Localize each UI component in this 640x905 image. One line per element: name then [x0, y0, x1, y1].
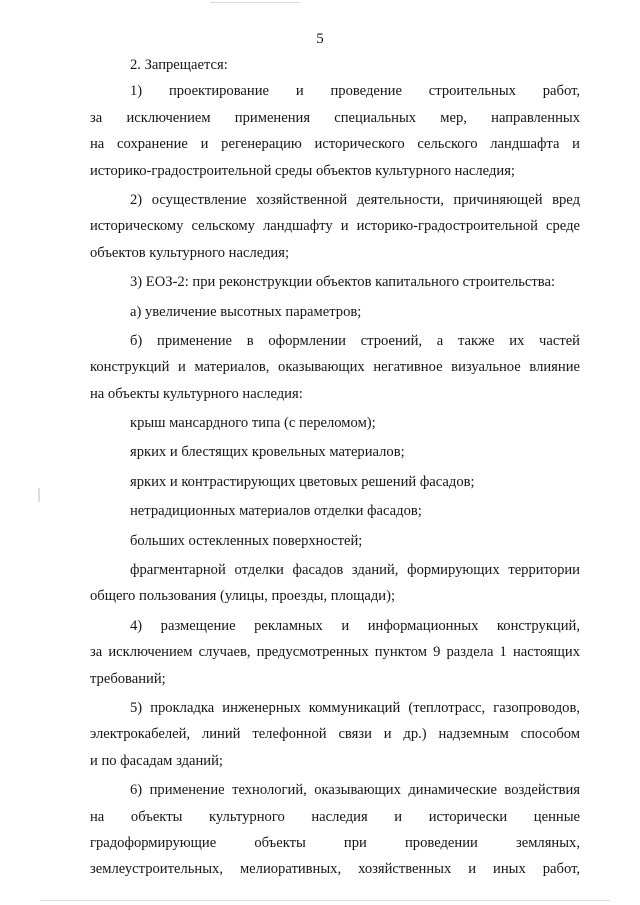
text-line: больших остекленных поверхностей;: [130, 532, 363, 549]
text-line: б) применение в оформлении строений, а также их частей: [130, 332, 580, 349]
text-line: общего пользования (улицы, проезды, площади);: [90, 588, 396, 605]
text-line: за исключением применения специальных мер, направленных: [90, 109, 580, 126]
scan-mark-bottom: [40, 900, 610, 901]
text-line: нетрадиционных материалов отделки фасадов;: [130, 503, 422, 520]
text-line: за исключением случаев, предусмотренных пунктом 9 раздела 1 настоящих: [90, 644, 580, 661]
text-line: и по фасадам зданий;: [90, 752, 223, 769]
text-line: 1) проектирование и проведение строительных работ,: [130, 83, 580, 100]
text-line: ярких и блестящих кровельных материалов;: [130, 444, 405, 461]
text-line: а) увеличение высотных параметров;: [130, 303, 362, 320]
text-line: 6) применение технологий, оказывающих динамические воздействия: [130, 782, 580, 799]
text-line: требований;: [90, 670, 166, 687]
text-line: конструкций и материалов, оказывающих негативное визуальное влияние: [90, 359, 580, 376]
text-line: на объекты культурного наследия и исторически ценные: [90, 808, 580, 825]
text-line: 2) осуществление хозяйственной деятельности, причиняющей вред: [130, 191, 580, 208]
text-line: на сохранение и регенерацию исторического сельского ландшафта и: [90, 136, 580, 153]
page-number: 5: [316, 31, 324, 47]
text-line: историческому сельскому ландшафту и историко-градостроительной среде: [90, 218, 580, 235]
scan-mark-left-edge: [38, 488, 40, 502]
text-line: историко-градостроительной среды объектов культурного наследия;: [90, 162, 515, 179]
text-line: градоформирующие объекты при проведении земляных,: [90, 834, 580, 851]
scan-mark-top-left: [210, 2, 300, 3]
text-line: объектов культурного наследия;: [90, 244, 290, 261]
text-line: ярких и контрастирующих цветовых решений фасадов;: [130, 473, 475, 490]
text-line: фрагментарной отделки фасадов зданий, формирующих территории: [130, 562, 580, 579]
text-line: землеустроительных, мелиоративных, хозяйственных и иных работ,: [90, 861, 580, 878]
text-line: 5) прокладка инженерных коммуникаций (теплотрасс, газопроводов,: [130, 699, 580, 716]
text-line: крыш мансардного типа (с переломом);: [130, 415, 376, 432]
text-line: на объекты культурного наследия:: [90, 385, 303, 402]
text-line: 3) ЕОЗ-2: при реконструкции объектов капитального строительства:: [130, 274, 555, 291]
text-line: 4) размещение рекламных и информационных конструкций,: [130, 617, 580, 634]
text-line: 2. Запрещается:: [130, 57, 228, 73]
text-line: электрокабелей, линий телефонной связи и др.) надземным способом: [90, 726, 580, 743]
document-body: [90, 52, 580, 883]
